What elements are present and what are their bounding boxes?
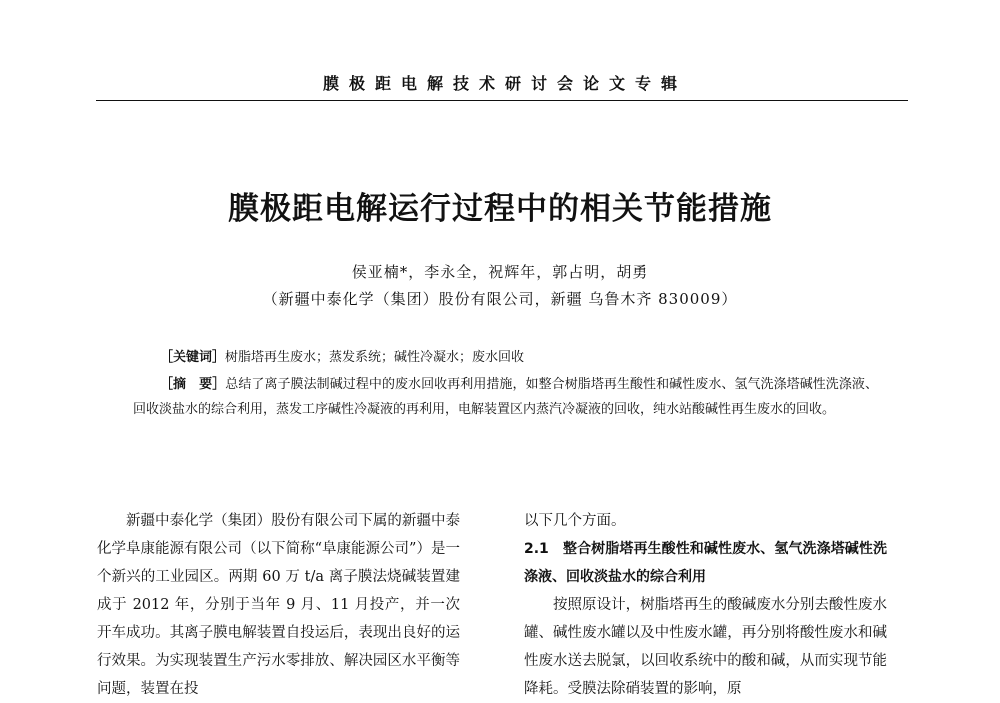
author-list: 侯亚楠*，李永全，祝辉年，郭占明，胡勇 [351,263,649,281]
section-heading-2-1: 2.1 整合树脂塔再生酸性和碱性废水、氢气洗涤塔碱性洗涤液、回收淡盐水的综合利用 [524,541,887,585]
abstract-block [133,372,878,422]
abstract-text: 总结了离子膜法制碱过程中的废水回收再利用措施，如整合树脂塔再生酸性和碱性废水、氢气洗涤塔碱性洗涤液、回收淡盐水的综合利用，蒸发工序碱性冷凝液的再利用，电解装置区内蒸汽冷凝液的回收，纯水站酸碱性再生废水的回收。 [133,377,878,417]
paper-title: 膜极距电解运行过程中的相关节能措施 [228,191,772,227]
continued-text: 以下几个方面。 [524,513,626,529]
section-paragraph: 按照原设计，树脂塔再生的酸碱废水分别去酸性废水罐、碱性废水罐以及中性废水罐，再分别将酸性废水和碱性废水送去脱氯，以回收系统中的酸和碱，从而实现节能降耗。受膜法除硝装置的影响，原 [524,597,887,697]
intro-paragraph: 新疆中泰化学（集团）股份有限公司下属的新疆中泰化学阜康能源有限公司（以下简称“阜康能源公司”）是一个新兴的工业园区。两期 60 万 t/a 离子膜法烧碱装置建成于 2012 年，分别于当年 9 月、11 月投产，并一次开车成功。其离子膜电解装置自投运后，表现出良好的运行效果。为实现装置生产污水零排放、解决园区水平衡等问题，装置在投 [97,513,460,697]
author-affiliation: （新疆中泰化学（集团）股份有限公司，新疆 乌鲁木齐 830009） [262,290,738,308]
keywords-label: ［关键词］ [160,350,226,365]
keywords-text: 树脂塔再生废水；蒸发系统；碱性冷凝水；废水回收 [225,350,525,365]
body-right-column [524,507,887,703]
keywords-block [160,346,524,365]
header-rule [96,100,908,101]
journal-header: 膜极距电解技术研讨会论文专辑 [322,74,687,93]
body-left-column [97,507,460,703]
abstract-label: ［摘 要］ [160,377,226,392]
